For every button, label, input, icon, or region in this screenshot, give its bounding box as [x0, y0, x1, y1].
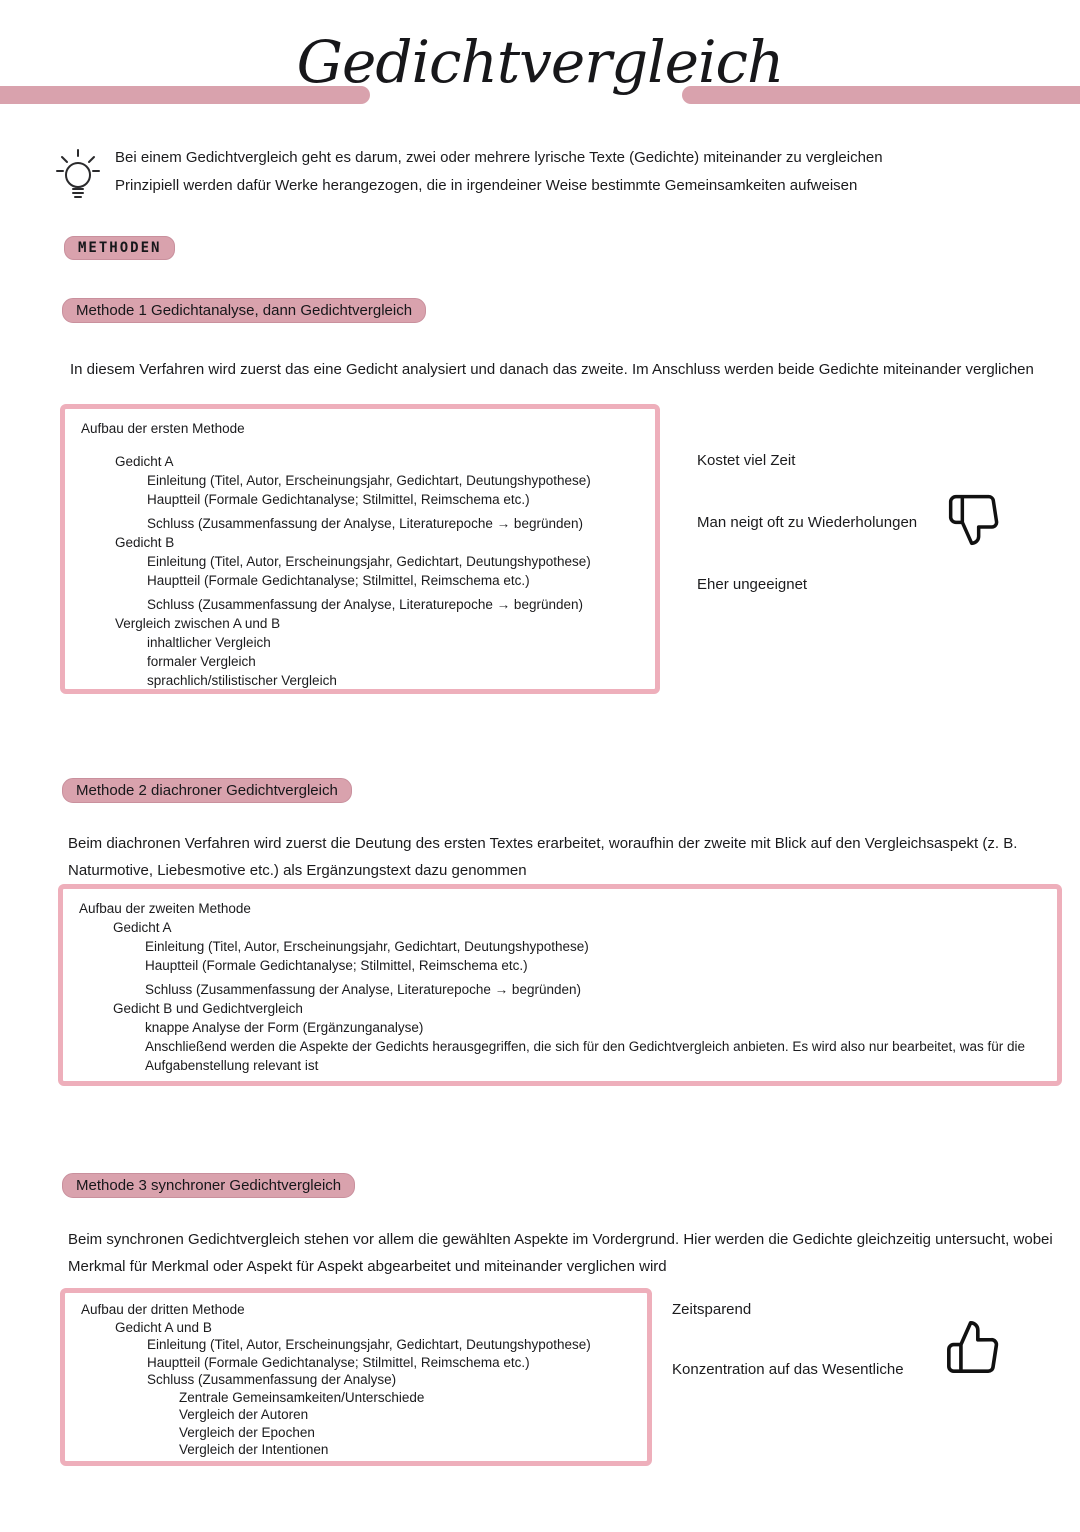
- method-3-note: Konzentration auf das Wesentliche: [672, 1361, 904, 1378]
- section-label-methoden: METHODEN: [64, 236, 175, 260]
- method-3-pill: Methode 3 synchroner Gedichtvergleich: [62, 1173, 355, 1198]
- outline-item: Einleitung (Titel, Autor, Erscheinungsjahr, Gedichtart, Deutungshypothese): [147, 473, 591, 488]
- outline-item: Hauptteil (Formale Gedichtanalyse; Stilmittel, Reimschema etc.): [147, 1354, 530, 1370]
- outline-item: Vergleich der Autoren: [179, 1407, 309, 1422]
- outline-item: Aufbau der ersten Methode: [81, 421, 245, 436]
- outline-item: Einleitung (Titel, Autor, Erscheinungsjahr, Gedichtart, Deutungshypothese): [145, 939, 589, 954]
- method-2-pill: Methode 2 diachroner Gedichtvergleich: [62, 778, 352, 803]
- thumbs-up-icon: [944, 1318, 1002, 1381]
- page-title: Gedichtvergleich: [296, 28, 784, 96]
- outline-item: Gedicht A und B: [115, 1319, 212, 1335]
- lightbulb-icon: [52, 144, 104, 213]
- method-1-note: Eher ungeeignet: [697, 576, 808, 593]
- intro-line: Prinzipiell werden dafür Werke herangezogen, die in irgendeiner Weise bestimmte Gemeinsamkeiten aufweisen: [115, 177, 858, 194]
- outline-item: Vergleich zwischen A und B: [115, 616, 281, 631]
- outline-item: Gedicht A: [113, 920, 172, 935]
- outline-item: Gedicht B und Gedichtvergleich: [113, 1001, 303, 1016]
- outline-item: Hauptteil (Formale Gedichtanalyse; Stilmittel, Reimschema etc.): [147, 573, 530, 588]
- outline-item: inhaltlicher Vergleich: [147, 635, 271, 650]
- outline-item: Hauptteil (Formale Gedichtanalyse; Stilmittel, Reimschema etc.): [147, 492, 530, 507]
- intro-text: [115, 150, 1015, 206]
- method-3-outline-box: [60, 1288, 652, 1466]
- outline-item: Schluss (Zusammenfassung der Analyse): [147, 1372, 397, 1387]
- outline-item: knappe Analyse der Form (Ergänzunganalyse): [145, 1020, 424, 1035]
- outline-item: formaler Vergleich: [147, 654, 256, 669]
- outline-item: Einleitung (Titel, Autor, Erscheinungsjahr, Gedichtart, Deutungshypothese): [147, 554, 591, 569]
- intro-line: Bei einem Gedichtvergleich geht es darum, zwei oder mehrere lyrische Texte (Gedichte) miteinander zu vergleichen: [115, 149, 883, 166]
- method-1-outline-box: [60, 404, 660, 694]
- outline-item: sprachlich/stilistischer Vergleich: [147, 673, 337, 688]
- method-1-pill: Methode 1 Gedichtanalyse, dann Gedichtvergleich: [62, 298, 426, 323]
- method-3-description: Beim synchronen Gedichtvergleich stehen vor allem die gewählten Aspekte im Vordergrund. Hier werden die Gedichte gleichzeitig untersucht, wobei Merkmal für Merkmal oder Aspekt für Aspekt abgearbeitet und miteinander verglichen wird: [68, 1231, 1053, 1275]
- outline-item: Aufbau der dritten Methode: [81, 1302, 245, 1317]
- outline-item: Anschließend werden die Aspekte der Gedichts herausgegriffen, die sich für den Gedichtvergleich anbieten. Es wird also nur bearbeitet, was für die Aufgabenstellung relevant ist: [145, 1039, 1026, 1073]
- outline-item: Schluss (Zusammenfassung der Analyse, Literaturepoche → begründen): [147, 516, 583, 531]
- outline-item: Aufbau der zweiten Methode: [79, 901, 251, 916]
- method-2-outline-box: [58, 884, 1062, 1086]
- outline-item: Hauptteil (Formale Gedichtanalyse; Stilmittel, Reimschema etc.): [145, 958, 528, 973]
- outline-item: Schluss (Zusammenfassung der Analyse, Literaturepoche → begründen): [147, 597, 583, 612]
- outline-item: Gedicht B: [115, 535, 175, 550]
- method-2-description: Beim diachronen Verfahren wird zuerst die Deutung des ersten Textes erarbeitet, woraufhin der zweite mit Blick auf den Vergleichsaspekt (z. B. Naturmotive, Liebesmotive etc.) als Ergänzungstext dazu genommen: [68, 835, 1018, 879]
- thumbs-down-icon: [946, 492, 1002, 553]
- method-1-description: In diesem Verfahren wird zuerst das eine Gedicht analysiert und danach das zweite. Im Anschluss werden beide Gedichte miteinander verglichen: [70, 361, 1034, 378]
- outline-item: Schluss (Zusammenfassung der Analyse, Literaturepoche → begründen): [145, 982, 581, 997]
- method-1-note: Kostet viel Zeit: [697, 452, 796, 469]
- method-1-note: Man neigt oft zu Wiederholungen: [697, 514, 918, 531]
- outline-item: Einleitung (Titel, Autor, Erscheinungsjahr, Gedichtart, Deutungshypothese): [147, 1337, 591, 1352]
- outline-item: Vergleich der Intentionen: [179, 1442, 329, 1457]
- outline-item: Vergleich der Epochen: [179, 1424, 315, 1440]
- outline-item: Zentrale Gemeinsamkeiten/Unterschiede: [179, 1389, 425, 1405]
- outline-item: Gedicht A: [115, 454, 174, 469]
- method-3-note: Zeitsparend: [672, 1301, 752, 1318]
